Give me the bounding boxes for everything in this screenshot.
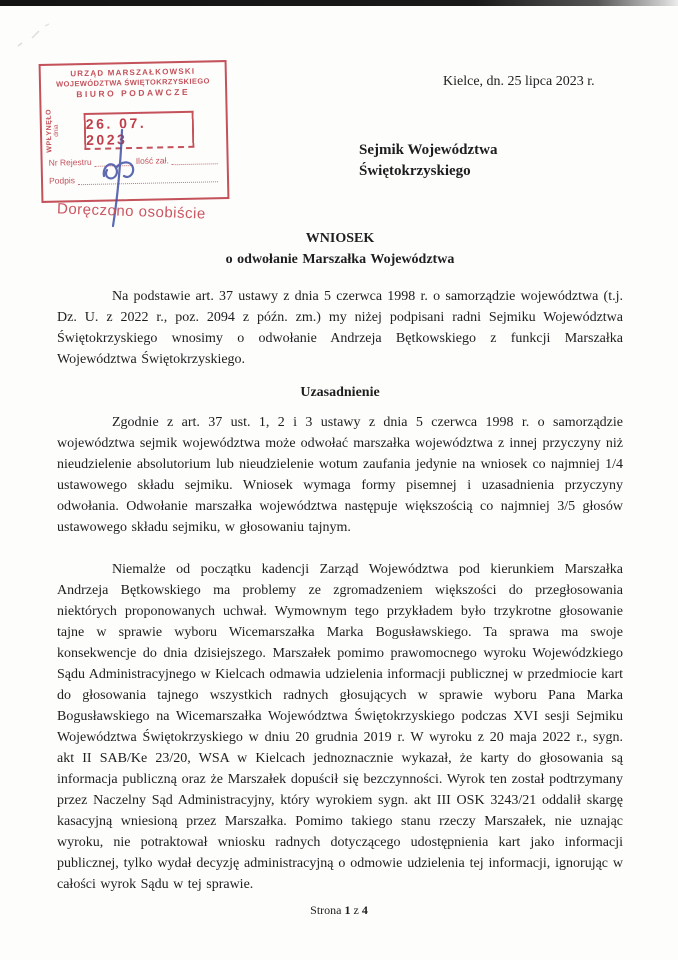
pencil-marks — [12, 16, 62, 52]
footer-page-number: 1 — [344, 903, 351, 917]
dotted-leader — [172, 154, 218, 165]
footer-separator: z — [350, 903, 362, 917]
place-and-date-line: Kielce, dn. 25 lipca 2023 r. — [443, 74, 595, 89]
stamp-received-label-block — [45, 108, 60, 154]
stamp-registry-label: Nr Rejestru — [48, 156, 92, 168]
stamp-received-sublabel: dnia — [52, 124, 61, 137]
intro-paragraph: Na podstawie art. 37 ustawy z dnia 5 czerwca 1998 r. o samorządzie województwa (t.j. Dz. U. z 2022 r., poz. 2094 z późn. zm.) my niżej podpisani radni Sejmiku Województwa Świętokrzyskiego wnosimy o odwołanie Andrzeja Bętkowskiego z funkcji Marszałka Województwa Świętokrzyskiego. — [57, 289, 623, 367]
footer-total-pages: 4 — [361, 903, 368, 917]
legal-basis-paragraph: Zgodnie z art. 37 ust. 1, 2 i 3 ustawy z dnia 5 czerwca 1998 r. o samorządzie województwa sejmik województwa może odwołać marszałka województwa z innej przyczyny niż nieudzielenie absolutorium lub nieudzielenie wotum zaufania jedynie na wniosek co najmniej 1/4 ustawowego składu sejmiku. Wniosek wymaga formy pisemnej i uzasadnienia przyczyny odwołania. Odwołanie marszałka województwa następuje większością co najmniej 3/5 głosów ustawowego składu sejmiku, w głosowaniu tajnym. — [57, 415, 623, 535]
scan-artifact-top-bar — [0, 0, 678, 6]
page-footer — [0, 903, 678, 918]
stamp-office-line1: URZĄD MARSZAŁKOWSKI — [70, 66, 196, 79]
document-subtitle: o odwołanie Marszałka Województwa — [225, 252, 455, 267]
document-title: WNIOSEK — [305, 231, 375, 246]
footer-prefix: Strona — [310, 903, 345, 917]
delivery-note-stamp: Doręczono osobiście — [56, 200, 207, 223]
stamp-date-received: 26. 07. 2023 — [85, 114, 147, 148]
letter-body — [57, 228, 623, 895]
addressee-line2: Świętokrzyskiego — [359, 163, 471, 179]
stamp-attachments-label: Ilość zał. — [135, 155, 169, 166]
justification-paragraph: Niemalże od początku kadencji Zarząd Województwa pod kierunkiem Marszałka Andrzeja Bętkowskiego ma problemy ze zgromadzeniem większości do przegłosowania niektórych proponowanych uchwał. Wymownym tego przykładem było trzykrotne głosowanie tajne w sprawie wyboru Wicemarszałka Marka Bogusławskiego. Ta sprawa ma swoje konsekwencje do dnia dzisiejszego. Marszałek pomimo prawomocnego wyroku Wojewódzkiego Sądu Administracyjnego w Kielcach odmawia udzielenia informacji publicznej w przedmiocie kart do głosowania tajnego wszystkich radnych głosujących w sprawie wyboru Pana Marka Bogusławskiego na Wicemarszałka Województwa Świętokrzyskiego podczas XVI sesji Sejmiku Województwa Świętokrzyskiego w dniu 20 grudnia 2019 r. W wyroku z 20 maja 2022 r., sygn. akt II SAB/Ke 23/20, WSA w Kielcach jednoznacznie wykazał, że karty do głosowania są informacja publiczną oraz że Marszałek dopuścił się bezczynności. Wyrok ten został podtrzymany przez Naczelny Sąd Administracyjny, który wyrokiem sygn. akt III OSK 3243/21 oddalił skargę kasacyjną wniesioną przez Marszałka. Pomimo takiego stanu rzeczy Marszałek, nie uznając wyroku, nie potraktował wniosku radnych dotyczącego udostępnienia kart jako informacji publicznej, tylko wydał decyzję administracyjną o odmowie udzielenia tej informacji, ignorując w całości wyrok Sądu w tej sprawie. — [57, 562, 623, 892]
addressee-line1: Sejmik Województwa — [359, 142, 498, 158]
section-heading-justification: Uzasadnienie — [300, 385, 380, 400]
stamp-received-label: WPŁYNĘŁO — [45, 108, 54, 153]
stamp-office-line3: BIURO PODAWCZE — [76, 86, 191, 100]
stamp-signature-label: Podpis — [48, 175, 76, 186]
addressee-block — [359, 140, 497, 182]
stamp-office-line2: WOJEWÓDZTWA ŚWIĘTOKRZYSKIEGO — [56, 76, 210, 89]
stamp-office-header — [41, 66, 226, 101]
